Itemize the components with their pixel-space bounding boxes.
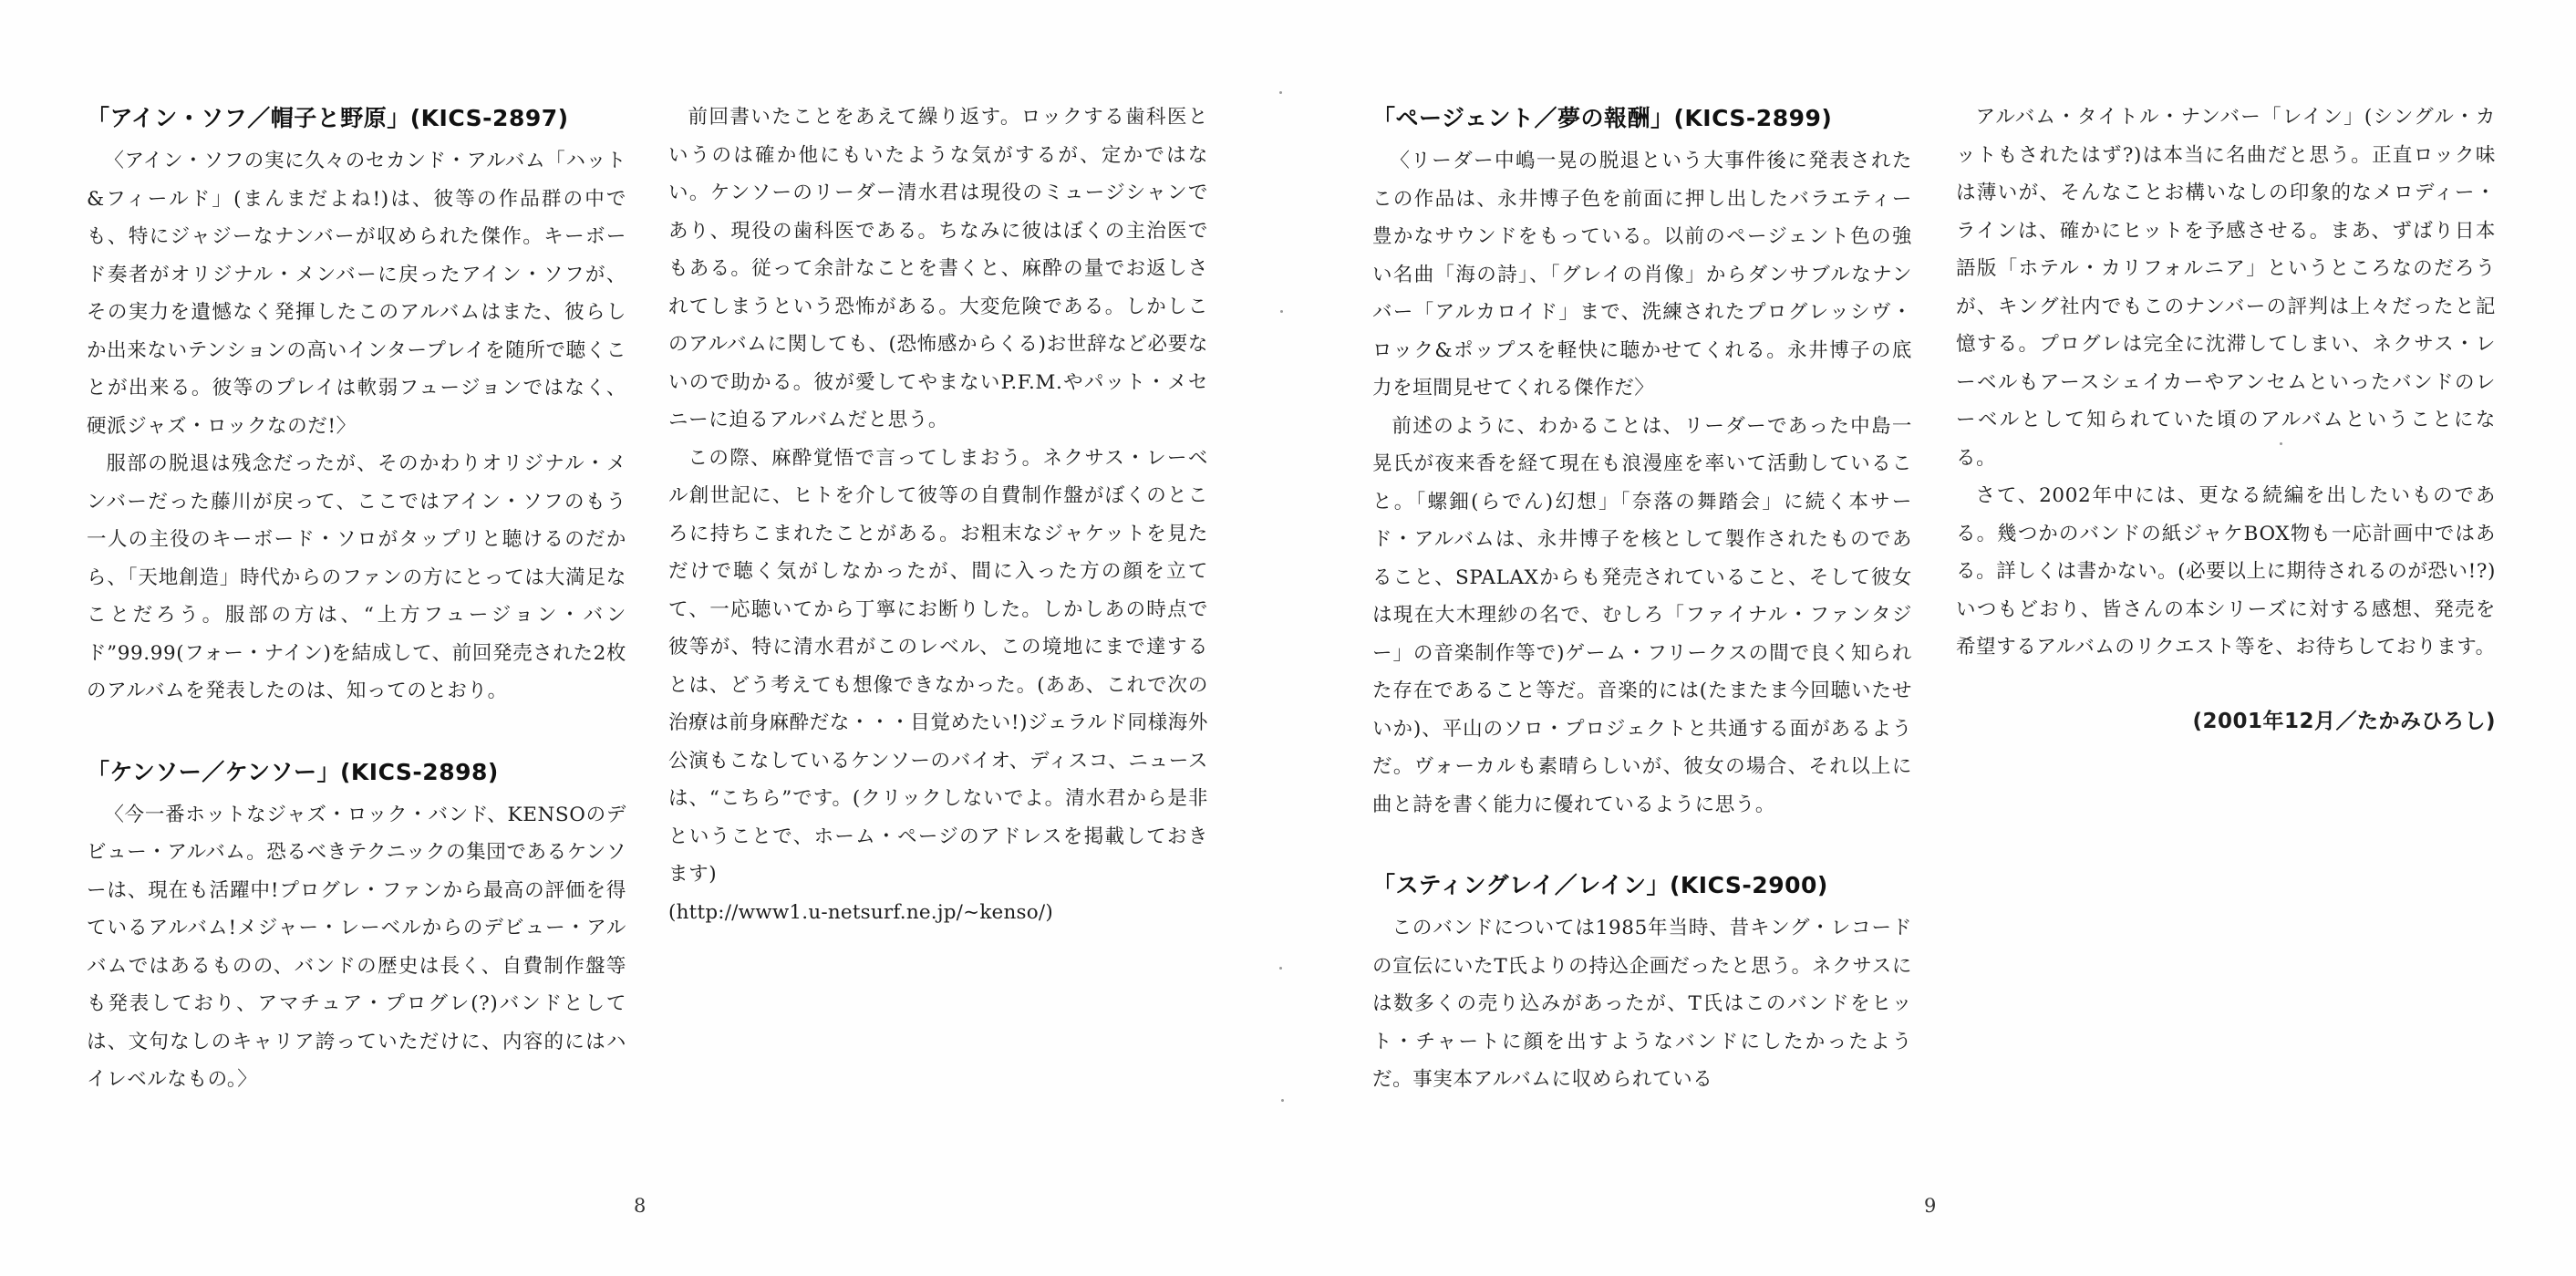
left-page-column-2 (668, 99, 1208, 931)
album-heading-kenso: 「ケンソー／ケンソー」(KICS-2898) (87, 758, 499, 785)
album-heading-ain-soph: 「アイン・ソフ／帽子と野原」(KICS-2897) (87, 105, 569, 131)
page-number: 9 (1924, 1195, 1937, 1217)
right-page (1288, 0, 2576, 1276)
scan-speck (1280, 310, 1283, 313)
page-number: 8 (634, 1195, 647, 1217)
paragraph: さて、2002年中には、更なる続編を出したいものである。幾つかのバンドの紙ジャケBOX物も一応計画中ではある。詳しくは書かない。(必要以上に期待されるのが恐い!?)いつもどおり、皆さんの本シリーズに対する感想、発売を希望するアルバムのリクエスト等を、お待ちしております。 (1956, 484, 2496, 659)
paragraph: 〈今一番ホットなジャズ・ロック・バンド、KENSOのデビュー・アルバム。恐るべきテクニックの集団であるケンソーは、現在も活躍中!プログレ・ファンから最高の評価を得ているアルバム!メジャー・レーベルからのデビュー・アルバムではあるものの、バンドの歴史は長く、自費制作盤等も発表しており、アマチュア・プログレ(?)バンドとしては、文句なしのキャリア誇っていただけに、内容的にはハイレベルなもの。〉 (87, 803, 626, 1091)
scan-speck (2280, 442, 2282, 445)
album-heading-pageant: 「ページェント／夢の報酬」(KICS-2899) (1372, 105, 1833, 131)
paragraph: このバンドについては1985年当時、昔キング・レコードの宣伝にいたT氏よりの持込企画だったと思う。ネクサスには数多くの売り込みがあったが、T氏はこのバンドをヒット・チャートに顔を出すようなバンドにしたかったようだ。事実本アルバムに収められている (1372, 917, 1912, 1091)
album-heading-stingray: 「スティングレイ／レイン」(KICS-2900) (1372, 872, 1828, 898)
paragraph: この際、麻酔覚悟で言ってしまおう。ネクサス・レーベル創世記に、ヒトを介して彼等の自費制作盤がぼくのところに持ちこまれたことがある。お粗末なジャケットを見ただけで聴く気がしなかったが、間に入った方の顔を立てて、一応聴いてから丁寧にお断りした。しかしあの時点で彼等が、特に清水君がこのレベル、この境地にまで達するとは、どう考えても想像できなかった。(ああ、これで次の治療は前身麻酔だな・・・目覚めたい!)ジェラルド同様海外公演もこなしているケンソーのバイオ、ディスコ、ニュースは、“こちら”です。(クリックしないでよ。清水君から是非ということで、ホーム・ページのアドレスを掲載しておきます) (668, 446, 1208, 886)
scan-speck (1279, 91, 1282, 94)
scan-speck (1279, 967, 1282, 970)
paragraph: 〈リーダー中嶋一晃の脱退という大事件後に発表されたこの作品は、永井博子色を前面に押し出したバラエティー豊かなサウンドをもっている。以前のページェント色の強い名曲「海の詩」、「グレイの肖像」からダンサブルなナンバー「アルカロイド」まで、洗練されたプログレッシヴ・ロック&ポップスを軽快に聴かせてくれる。永井博子の底力を垣間見せてくれる傑作だ〉 (1372, 150, 1912, 399)
scan-speck (1281, 1099, 1284, 1102)
paragraph: 服部の脱退は残念だったが、そのかわりオリジナル・メンバーだった藤川が戻って、ここではアイン・ソフのもう一人の主役のキーボード・ソロがタップリと聴けるのだから、「天地創造」時代からのファンの方にとっては大満足なことだろう。服部の方は、“上方フュージョン・バンド”99.99(フォー・ナイン)を結成して、前回発売された2枚のアルバムを発表したのは、知ってのとおり。 (87, 452, 626, 702)
author-signature: (2001年12月／たかみひろし) (2192, 709, 2496, 733)
paragraph: 前述のように、わかることは、リーダーであった中島一晃氏が夜来香を経て現在も浪漫座を率いて活動していること。「螺鈿(らでん)幻想」「奈落の舞踏会」に続く本サード・アルバムは、永井博子を核として製作されたものであること、SPALAXからも発売されていること、そして彼女は現在大木理紗の名で、むしろ「ファイナル・ファンタジー」の音楽制作等で)ゲーム・フリークスの間で良く知られた存在であること等だ。音楽的には(たまたま今回聴いたせいか)、平山のソロ・プロジェクトと共通する面があるようだ。ヴォーカルも素晴らしいが、彼女の場合、それ以上に曲と詩を書く能力に優れているように思う。 (1372, 414, 1912, 816)
paragraph: 前回書いたことをあえて繰り返す。ロックする歯科医というのは確か他にもいたような気がするが、定かではない。ケンソーのリーダー清水君は現役のミュージシャンであり、現役の歯科医である。ちなみに彼はぼくの主治医でもある。従って余計なことを書くと、麻酔の量でお返しされてしまうという恐怖がある。大変危険である。しかしこのアルバムに関しても、(恐怖感からくる)お世辞など必要ないので助かる。彼が愛してやまないP.F.M.やパット・メセニーに迫るアルバムだと思う。 (668, 106, 1208, 431)
kenso-homepage-url: (http://www1.u-netsurf.ne.jp/~kenso/) (668, 900, 1053, 924)
left-page-column-1 (87, 99, 626, 1099)
paragraph: 〈アイン・ソフの実に久々のセカンド・アルバム「ハット&フィールド」(まんまだよね!)は、彼等の作品群の中でも、特にジャジーなナンバーが収められた傑作。キーボード奏者がオリジナル・メンバーに戻ったアイン・ソフが、その実力を遺憾なく発揮したこのアルバムはまた、彼らしか出来ないテンションの高いインタープレイを随所で聴くことが出来る。彼等のプレイは軟弱フュージョンではなく、硬派ジャズ・ロックなのだ!〉 (87, 150, 626, 438)
right-page-column-1 (1372, 99, 1912, 1099)
paragraph: アルバム・タイトル・ナンバー「レイン」(シングル・カットもされたはず?)は本当に名曲だと思う。正直ロック味は薄いが、そんなことお構いなしの印象的なメロディー・ラインは、確かにヒットを予感させる。まあ、ずばり日本語版「ホテル・カリフォルニア」というところなのだろうが、キング社内でもこのナンバーの評判は上々だったと記憶する。プログレは完全に沈滞してしまい、ネクサス・レーベルもアースシェイカーやアンセムといったバンドのレーベルとして知られていた頃のアルバムということになる。 (1956, 106, 2496, 470)
right-page-column-2 (1956, 99, 2496, 741)
